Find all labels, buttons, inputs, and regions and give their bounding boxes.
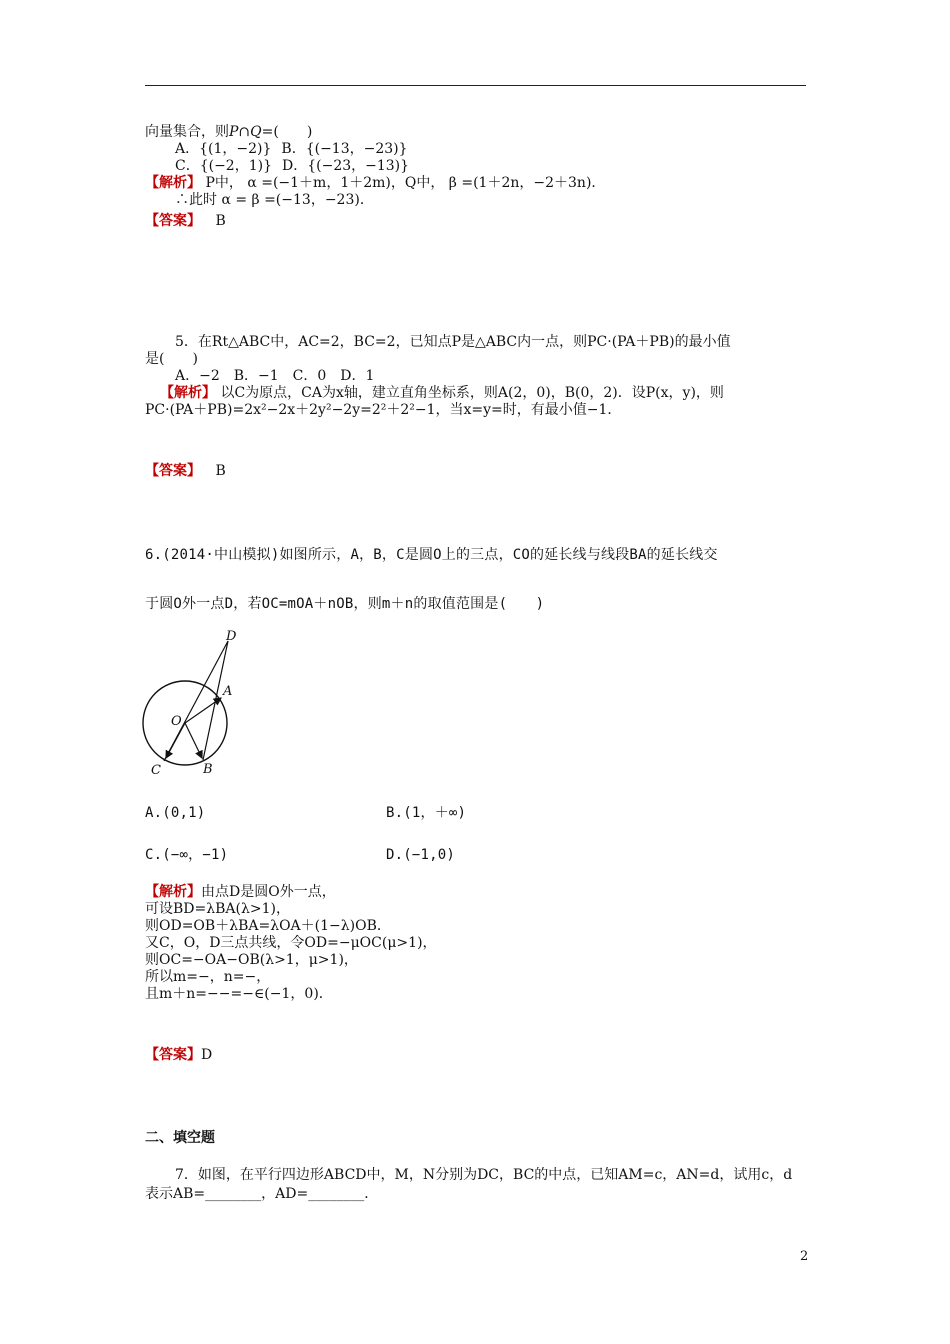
q4-option-c: C．{(−2，1)} — [175, 158, 272, 174]
q6-analysis-line2: 可设BD=λBA(λ>1)， — [145, 901, 290, 917]
q5-analysis-line2: PC·(PA＋PB)=2x²−2x＋2y²−2y=2²＋2²−1，当x=y=时，有最小值−1． — [145, 402, 622, 418]
q6-option-c: C.(−∞，−1) — [145, 847, 229, 863]
q4-analysis-line1: 【解析】 P中， α =(−1＋m，1＋2m)，Q中， β =(1＋2n，−2＋3n)． — [145, 175, 606, 191]
q6-analysis-line7: 且m＋n=−−=−∈(−1，0)． — [145, 986, 333, 1002]
q6-option-b: B.(1，＋∞) — [386, 805, 467, 821]
label-a: A — [223, 684, 233, 699]
label-d: D — [226, 629, 237, 644]
q6-analysis-line6: 所以m=−，n=−， — [145, 969, 271, 985]
q6-answer: 【答案】D — [145, 1047, 213, 1063]
q6-option-a: A.(0,1) — [145, 805, 206, 821]
section-title: 二、填空题 — [145, 1130, 215, 1146]
label-o: O — [171, 714, 182, 729]
q6-stem-line1: 6.(2014·中山模拟)如图所示，A，B，C是圆O上的三点，CO的延长线与线段BA的延长线交 — [145, 547, 718, 563]
q4-analysis-line2: ∴此时 α = β =(−13，−23)． — [175, 192, 374, 208]
q4-options-ab — [175, 141, 408, 157]
q7-stem-line2: 表示AB=________，AD=________． — [145, 1186, 379, 1202]
q6-stem-line2: 于圆O外一点D，若OC=mOA＋nOB，则m＋n的取值范围是( ) — [145, 596, 545, 612]
page-number: 2 — [800, 1249, 809, 1264]
q6-analysis-line5: 则OC=−OA−OB(λ>1，μ>1)， — [145, 952, 358, 968]
q4-answer: 【答案】 B — [145, 213, 226, 229]
analysis-tag: 【解析】 — [145, 884, 201, 900]
q5-stem-line1: 5．在Rt△ABC中，AC=2，BC=2，已知点P是△ABC内一点，则PC·(PA＋PB)的最小值 — [175, 334, 731, 350]
q6-analysis-line4: 又C，O，D三点共线，令OD=−μOC(μ>1)， — [145, 935, 437, 951]
answer-tag: 【答案】 — [145, 463, 201, 479]
q4-stem: 向量集合，则P∩Q=( ) — [145, 124, 313, 140]
answer-tag: 【答案】 — [145, 1047, 201, 1063]
q4-option-a: A．{(1，−2)} — [175, 141, 272, 157]
q5-answer: 【答案】 B — [145, 463, 226, 479]
answer-tag: 【答案】 — [145, 213, 201, 229]
q5-stem-line2: 是( ) — [145, 351, 198, 367]
q6-option-d: D.(−1,0) — [386, 847, 456, 863]
q5-analysis-line1: 【解析】 以C为原点，CA为x轴，建立直角坐标系，则A(2，0)，B(0，2)．设P(x，y)，则 — [160, 385, 724, 401]
line-bd — [203, 641, 228, 760]
label-b: B — [203, 762, 213, 777]
label-c: C — [151, 763, 161, 778]
vector-ob — [185, 723, 202, 758]
q5-options: A．−2 B．−1 C．0 D．1 — [175, 368, 375, 384]
analysis-tag: 【解析】 — [145, 175, 201, 191]
q7-stem-line1: 7．如图，在平行四边形ABCD中，M，N分别为DC，BC的中点，已知AM=c，AN=d，试用c，d — [175, 1167, 793, 1183]
q4-option-b: B．{(−13，−23)} — [281, 141, 408, 157]
analysis-tag: 【解析】 — [160, 385, 216, 401]
q4-options-cd — [175, 158, 409, 174]
header-rule — [145, 85, 806, 86]
q4-option-d: D．{(−23，−13)} — [282, 158, 410, 174]
q6-analysis-line1: 【解析】由点D是圆O外一点， — [145, 884, 336, 900]
q6-analysis-line3: 则OD=OB＋λBA=λOA＋(1−λ)OB． — [145, 918, 391, 934]
circle-figure — [135, 628, 255, 778]
